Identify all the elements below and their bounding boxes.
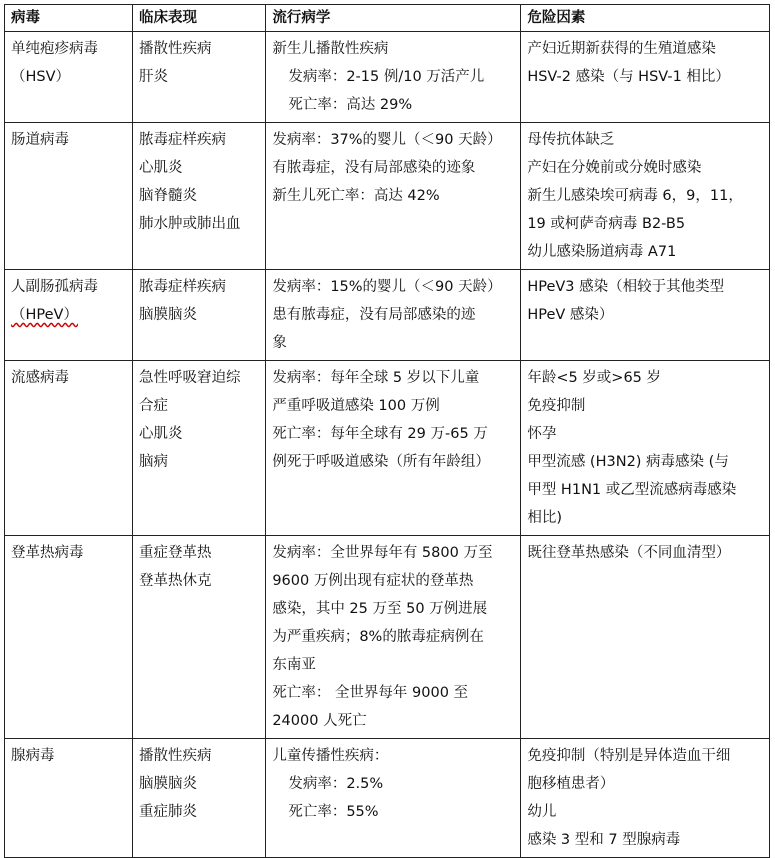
cell-line: 免疫抑制（特别是异体造血干细 xyxy=(527,748,731,764)
table-row xyxy=(5,361,770,536)
cell-line: 象 xyxy=(272,335,287,351)
risk-factor-cell xyxy=(521,270,770,361)
epidemiology-cell xyxy=(266,270,521,361)
cell-line: 登革热病毒 xyxy=(11,545,84,561)
cell-line: 合症 xyxy=(139,398,169,414)
table-row xyxy=(5,739,770,858)
cell-line: 母传抗体缺乏 xyxy=(527,132,615,148)
cell-line: 肺水肿或肺出血 xyxy=(139,216,241,232)
cell-line: 既往登革热感染（不同血清型） xyxy=(527,545,731,561)
cell-line: （HSV） xyxy=(11,69,71,85)
cell-line: 胞移植患者） xyxy=(527,776,615,792)
cell-line: 腺病毒 xyxy=(11,748,55,764)
virus-cell xyxy=(5,32,133,123)
cell-line: 有脓毒症，没有局部感染的迹象 xyxy=(272,160,476,176)
cell-line: 急性呼吸窘迫综 xyxy=(139,370,241,386)
table-header-row xyxy=(5,5,770,32)
cell-line: 人副肠孤病毒 xyxy=(11,279,98,295)
cell-line: HPeV3 感染（相较于其他类型 xyxy=(527,279,725,295)
cell-line: 甲型流感 (H3N2) 病毒感染 (与 xyxy=(527,454,729,470)
cell-line: 新生儿感染埃可病毒 6，9，11， xyxy=(527,188,743,204)
cell-line: 严重呼吸道感染 100 万例 xyxy=(272,398,440,414)
cell-line: 死亡率：55% xyxy=(288,804,379,820)
cell-line: 发病率：2-15 例/10 万活产儿 xyxy=(288,69,485,85)
cell-line: 流感病毒 xyxy=(11,370,69,386)
cell-line: 怀孕 xyxy=(527,426,557,442)
virus-table xyxy=(4,4,770,858)
clinical-cell xyxy=(133,123,266,270)
cell-line: 播散性疾病 xyxy=(139,748,212,764)
cell-line: 肝炎 xyxy=(139,69,169,85)
cell-line: 19 或柯萨奇病毒 B2-B5 xyxy=(527,216,686,232)
cell-line: 新生儿死亡率：高达 42% xyxy=(272,188,440,204)
cell-line: 心肌炎 xyxy=(139,426,183,442)
cell-line: （HPeV） xyxy=(11,307,78,323)
cell-line: 相比) xyxy=(527,510,562,526)
epidemiology-cell xyxy=(266,123,521,270)
cell-line: 东南亚 xyxy=(272,657,316,673)
cell-line: 为严重疾病；8%的脓毒症病例在 xyxy=(272,629,484,645)
risk-factor-cell xyxy=(521,739,770,858)
clinical-cell xyxy=(133,739,266,858)
cell-line: 幼儿 xyxy=(527,804,557,820)
cell-line: 肠道病毒 xyxy=(11,132,69,148)
clinical-cell xyxy=(133,270,266,361)
epidemiology-cell xyxy=(266,739,521,858)
header-epidemiology: 流行病学 xyxy=(266,5,521,32)
cell-line: 脑脊髓炎 xyxy=(139,188,198,204)
cell-line: 死亡率：每年全球有 29 万-65 万 xyxy=(272,426,488,442)
table-row xyxy=(5,32,770,123)
cell-line: 患有脓毒症，没有局部感染的迹 xyxy=(272,307,476,323)
epidemiology-cell xyxy=(266,536,521,739)
cell-line: 脓毒症样疾病 xyxy=(139,132,227,148)
clinical-cell xyxy=(133,32,266,123)
header-virus: 病毒 xyxy=(5,5,133,32)
risk-factor-cell xyxy=(521,361,770,536)
cell-line: 登革热休克 xyxy=(139,573,212,589)
cell-line: 脑膜脑炎 xyxy=(139,307,198,323)
cell-line: 发病率：每年全球 5 岁以下儿童 xyxy=(272,370,480,386)
virus-cell xyxy=(5,536,133,739)
cell-line: 重症登革热 xyxy=(139,545,212,561)
risk-factor-cell xyxy=(521,32,770,123)
cell-line: 播散性疾病 xyxy=(139,41,212,57)
virus-cell xyxy=(5,270,133,361)
cell-line: 死亡率：高达 29% xyxy=(288,97,413,113)
table-row xyxy=(5,536,770,739)
cell-line: 年龄<5 岁或>65 岁 xyxy=(527,370,662,386)
cell-line: 感染 3 型和 7 型腺病毒 xyxy=(527,832,681,848)
cell-line: 发病率：15%的婴儿（＜90 天龄） xyxy=(272,279,502,295)
cell-line: 例死于呼吸道感染（所有年龄组） xyxy=(272,454,490,470)
cell-line: 产妇在分娩前或分娩时感染 xyxy=(527,160,702,176)
cell-line: 儿童传播性疾病： xyxy=(272,748,389,764)
table-row xyxy=(5,270,770,361)
cell-line: 发病率：37%的婴儿（＜90 天龄） xyxy=(272,132,502,148)
cell-line: HSV-2 感染（与 HSV-1 相比） xyxy=(527,69,730,85)
virus-cell xyxy=(5,123,133,270)
cell-line: 发病率：2.5% xyxy=(288,776,384,792)
cell-line: 脓毒症样疾病 xyxy=(139,279,227,295)
epidemiology-cell xyxy=(266,32,521,123)
virus-cell xyxy=(5,739,133,858)
cell-line: 幼儿感染肠道病毒 A71 xyxy=(527,244,677,260)
cell-line: 免疫抑制 xyxy=(527,398,586,414)
cell-line: 24000 人死亡 xyxy=(272,713,367,729)
virus-cell xyxy=(5,361,133,536)
table-row xyxy=(5,123,770,270)
cell-line: 感染，其中 25 万至 50 万例进展 xyxy=(272,601,488,617)
cell-line: 甲型 H1N1 或乙型流感病毒感染 xyxy=(527,482,737,498)
cell-line: 重症肺炎 xyxy=(139,804,198,820)
cell-line: 单纯疱疹病毒 xyxy=(11,41,98,57)
cell-line: 发病率：全世界每年有 5800 万至 xyxy=(272,545,493,561)
cell-line: 死亡率： 全世界每年 9000 至 xyxy=(272,685,469,701)
clinical-cell xyxy=(133,361,266,536)
cell-line: 心肌炎 xyxy=(139,160,183,176)
cell-line: HPeV 感染） xyxy=(527,307,614,323)
risk-factor-cell xyxy=(521,123,770,270)
header-clinical: 临床表现 xyxy=(133,5,266,32)
cell-line: 脑膜脑炎 xyxy=(139,776,198,792)
cell-line: 脑病 xyxy=(139,454,169,470)
header-risk-factors: 危险因素 xyxy=(521,5,770,32)
cell-line: 9600 万例出现有症状的登革热 xyxy=(272,573,474,589)
epidemiology-cell xyxy=(266,361,521,536)
clinical-cell xyxy=(133,536,266,739)
cell-line: 新生儿播散性疾病 xyxy=(272,41,389,57)
risk-factor-cell xyxy=(521,536,770,739)
cell-line: 产妇近期新获得的生殖道感染 xyxy=(527,41,716,57)
